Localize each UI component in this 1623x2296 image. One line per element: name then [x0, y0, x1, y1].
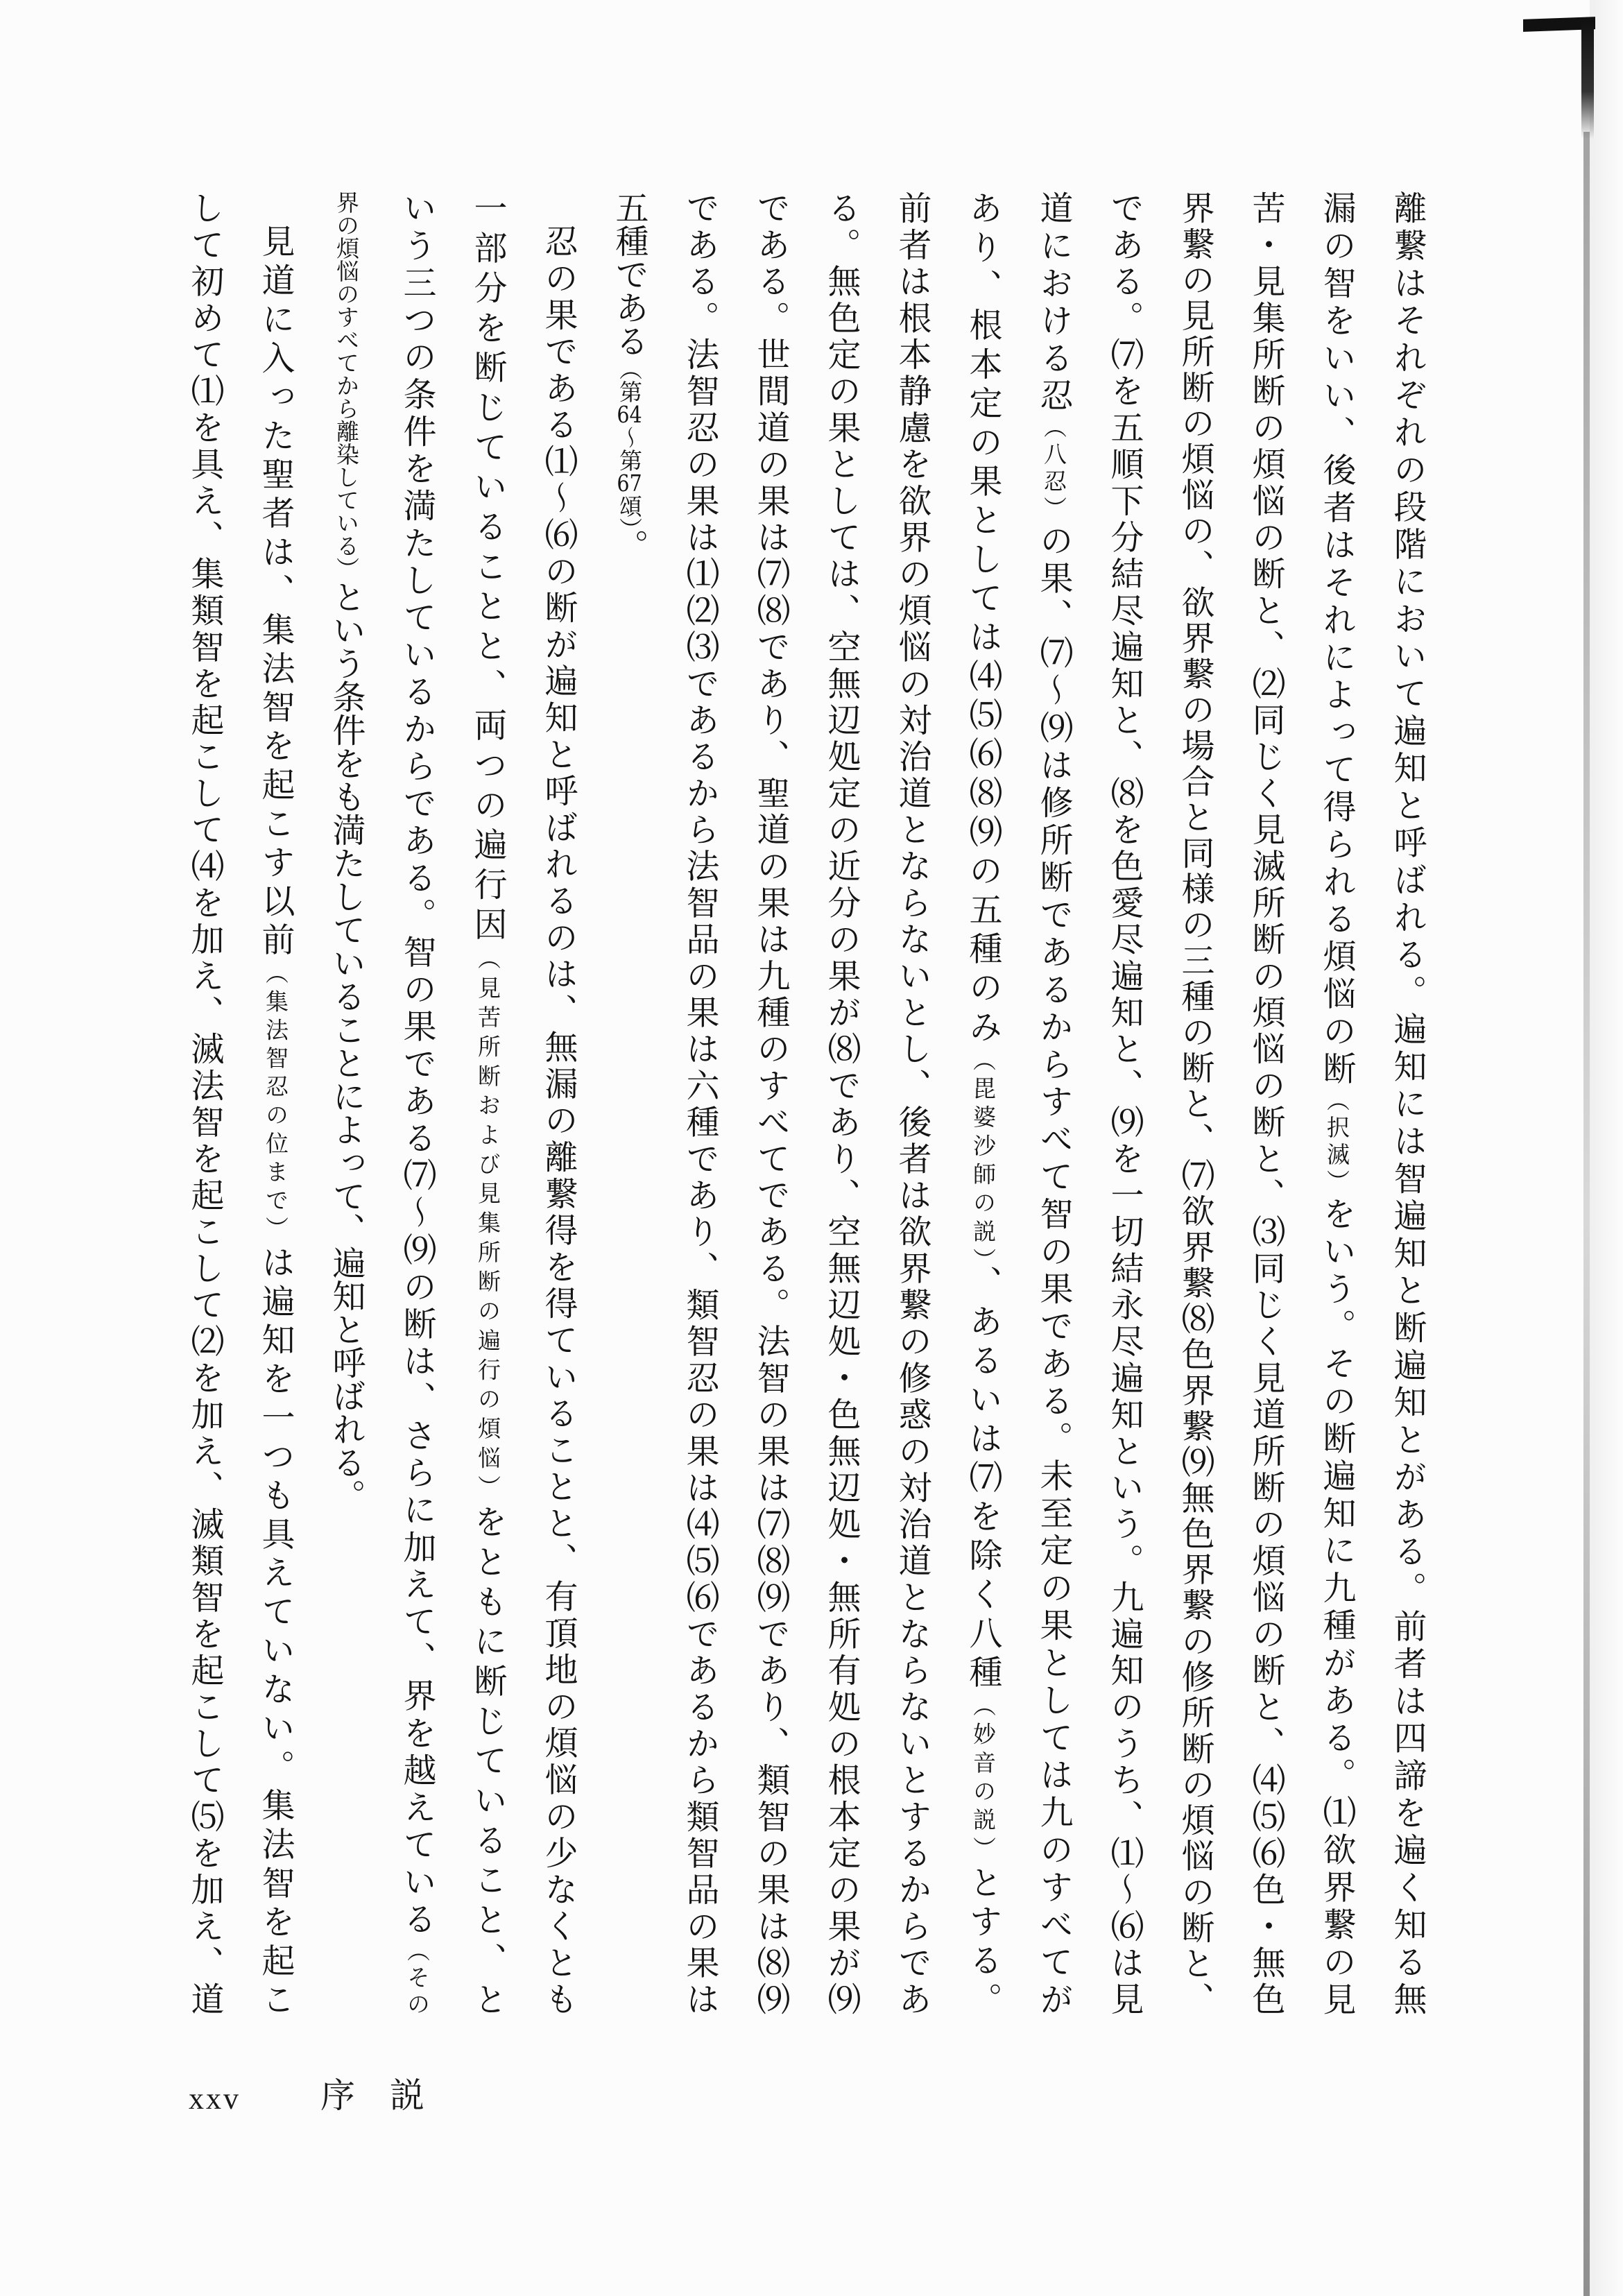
text-column [947, 191, 1018, 2015]
text-column [311, 191, 381, 2015]
body-text: 五種である [610, 191, 649, 357]
body-text: あり、根本定の果としては⑷⑸⑹⑻⑼の五種のみ [963, 191, 1002, 1048]
body-text: という条件をも満たしていることによって、遍知と呼ばれる。 [327, 580, 366, 1512]
body-text: をともに断じていること、と [468, 1504, 507, 2016]
annotation-text: （八忍） [1040, 415, 1067, 524]
annotation-text: 界の煩悩のすべてから離染している） [333, 191, 360, 580]
body-text: いう三つの条件を満たしているからである。智の果である⑺～⑼の断は、さらに加えて、界を越えている [397, 191, 436, 1939]
text-column [1301, 191, 1372, 2015]
text-column [1372, 191, 1443, 2015]
text-column [664, 191, 735, 2015]
annotation-text: （集法智忍の位まで） [262, 961, 289, 1245]
text-column [1230, 191, 1301, 2015]
text-column [169, 191, 240, 2015]
text-column [1089, 191, 1160, 2015]
body-text: 一部分を断じていることと、両つの遍行因 [468, 191, 507, 947]
body-text: 離繋はそれぞれの段階において遍知と呼ばれる。遍知には智遍知と断遍知とがある。前者は四諦を遍く知る無 [1388, 191, 1427, 2016]
body-text: 漏の智をいい、後者はそれによって得られる煩悩の断 [1317, 191, 1356, 1089]
text-column [240, 191, 311, 2015]
text-column [806, 191, 877, 2015]
scan-edge-shadow [1581, 21, 1594, 139]
body-text: 忍の果である⑴～⑹の断が遍知と呼ばれるのは、無漏の離繋得を得ていることと、有頂地の煩悩の少なくとも [539, 224, 578, 2016]
text-column [1160, 191, 1230, 2015]
body-text: 苦・見集所断の煩悩の断と、⑵同じく見滅所断の煩悩の断と、⑶同じく見道所断の煩悩の断と、⑷⑸⑹色・無色 [1246, 191, 1285, 2015]
body-text: である。⑺を五順下分結尽遍知と、⑻を色愛尽遍知と、⑼を一切結永尽遍知という。九遍知のうち、⑴～⑹は見 [1105, 191, 1144, 2015]
annotation-text: ～第 [616, 426, 643, 472]
annotation-text: （見苦所断および見集所断の遍行の煩悩） [474, 946, 501, 1505]
text-column [452, 191, 523, 2015]
annotation-text: 64 [617, 403, 642, 426]
vertical-text-body [169, 191, 1443, 2015]
body-text: である。世間道の果は⑺⑻であり、聖道の果は九種のすべてである。法智の果は⑺⑻⑼であり、類智の果は⑻⑼ [751, 191, 790, 2015]
body-text: 、あるいは⑺を除く八種 [963, 1265, 1002, 1694]
body-text: る。無色定の果としては、空無辺処定の近分の果が⑻であり、空無辺処・色無辺処・無所有処の根本定の果が⑼ [822, 191, 861, 2015]
body-text: 界繋の見所断の煩悩の、欲界繋の場合と同様の三種の断と、⑺欲界繋⑻色界繋⑼無色界繋の修所断の煩悩の断と、 [1176, 191, 1214, 2015]
body-text: は遍知を一つも具えていない。集法智を起こ [256, 1244, 295, 2016]
text-column [523, 191, 594, 2015]
text-column [594, 191, 664, 2015]
text-column [1018, 191, 1089, 2015]
text-column [735, 191, 806, 2015]
running-head: 序 説 [320, 2075, 424, 2116]
body-text: の果、⑺～⑼は修所断であるからすべて智の果である。未至定の果としては九のすべてが [1034, 523, 1073, 2016]
annotation-text: （毘婆沙師の説） [970, 1047, 997, 1265]
body-text: である。法智忍の果は⑴⑵⑶であるから法智品の果は六種であり、類智忍の果は⑷⑸⑹であるから類智品の果は [680, 191, 719, 2015]
body-text: とする。 [963, 1865, 1002, 2016]
annotation-text: （その [404, 1938, 431, 2016]
body-text: 。 [610, 529, 649, 563]
body-text: 見道に入った聖者は、集法智を起こす以前 [256, 224, 295, 961]
body-text: 前者は根本静慮を欲界の煩悩の対治道とならないとし、後者は欲界繋の修惑の対治道とならないとするからであ [893, 191, 931, 2015]
scan-edge-shade [1590, 0, 1623, 2296]
annotation-text: 67 [617, 472, 642, 495]
annotation-text: 頌） [616, 495, 643, 529]
text-column [877, 191, 947, 2015]
body-text: 道における忍 [1034, 191, 1073, 415]
body-text: して初めて⑴を具え、集類智を起こして⑷を加え、滅法智を起こして⑵を加え、滅類智を起こして⑸を加え、道 [185, 191, 224, 2015]
annotation-text: （第 [616, 357, 643, 403]
scan-edge-line [1583, 132, 1590, 2296]
body-text: をいう。その断遍知に九種がある。⑴欲界繋の見 [1317, 1196, 1356, 2016]
text-column [381, 191, 452, 2015]
page-number: xxv [189, 2082, 241, 2116]
annotation-text: （妙音の説） [970, 1693, 997, 1865]
annotation-text: （択滅） [1323, 1088, 1350, 1197]
